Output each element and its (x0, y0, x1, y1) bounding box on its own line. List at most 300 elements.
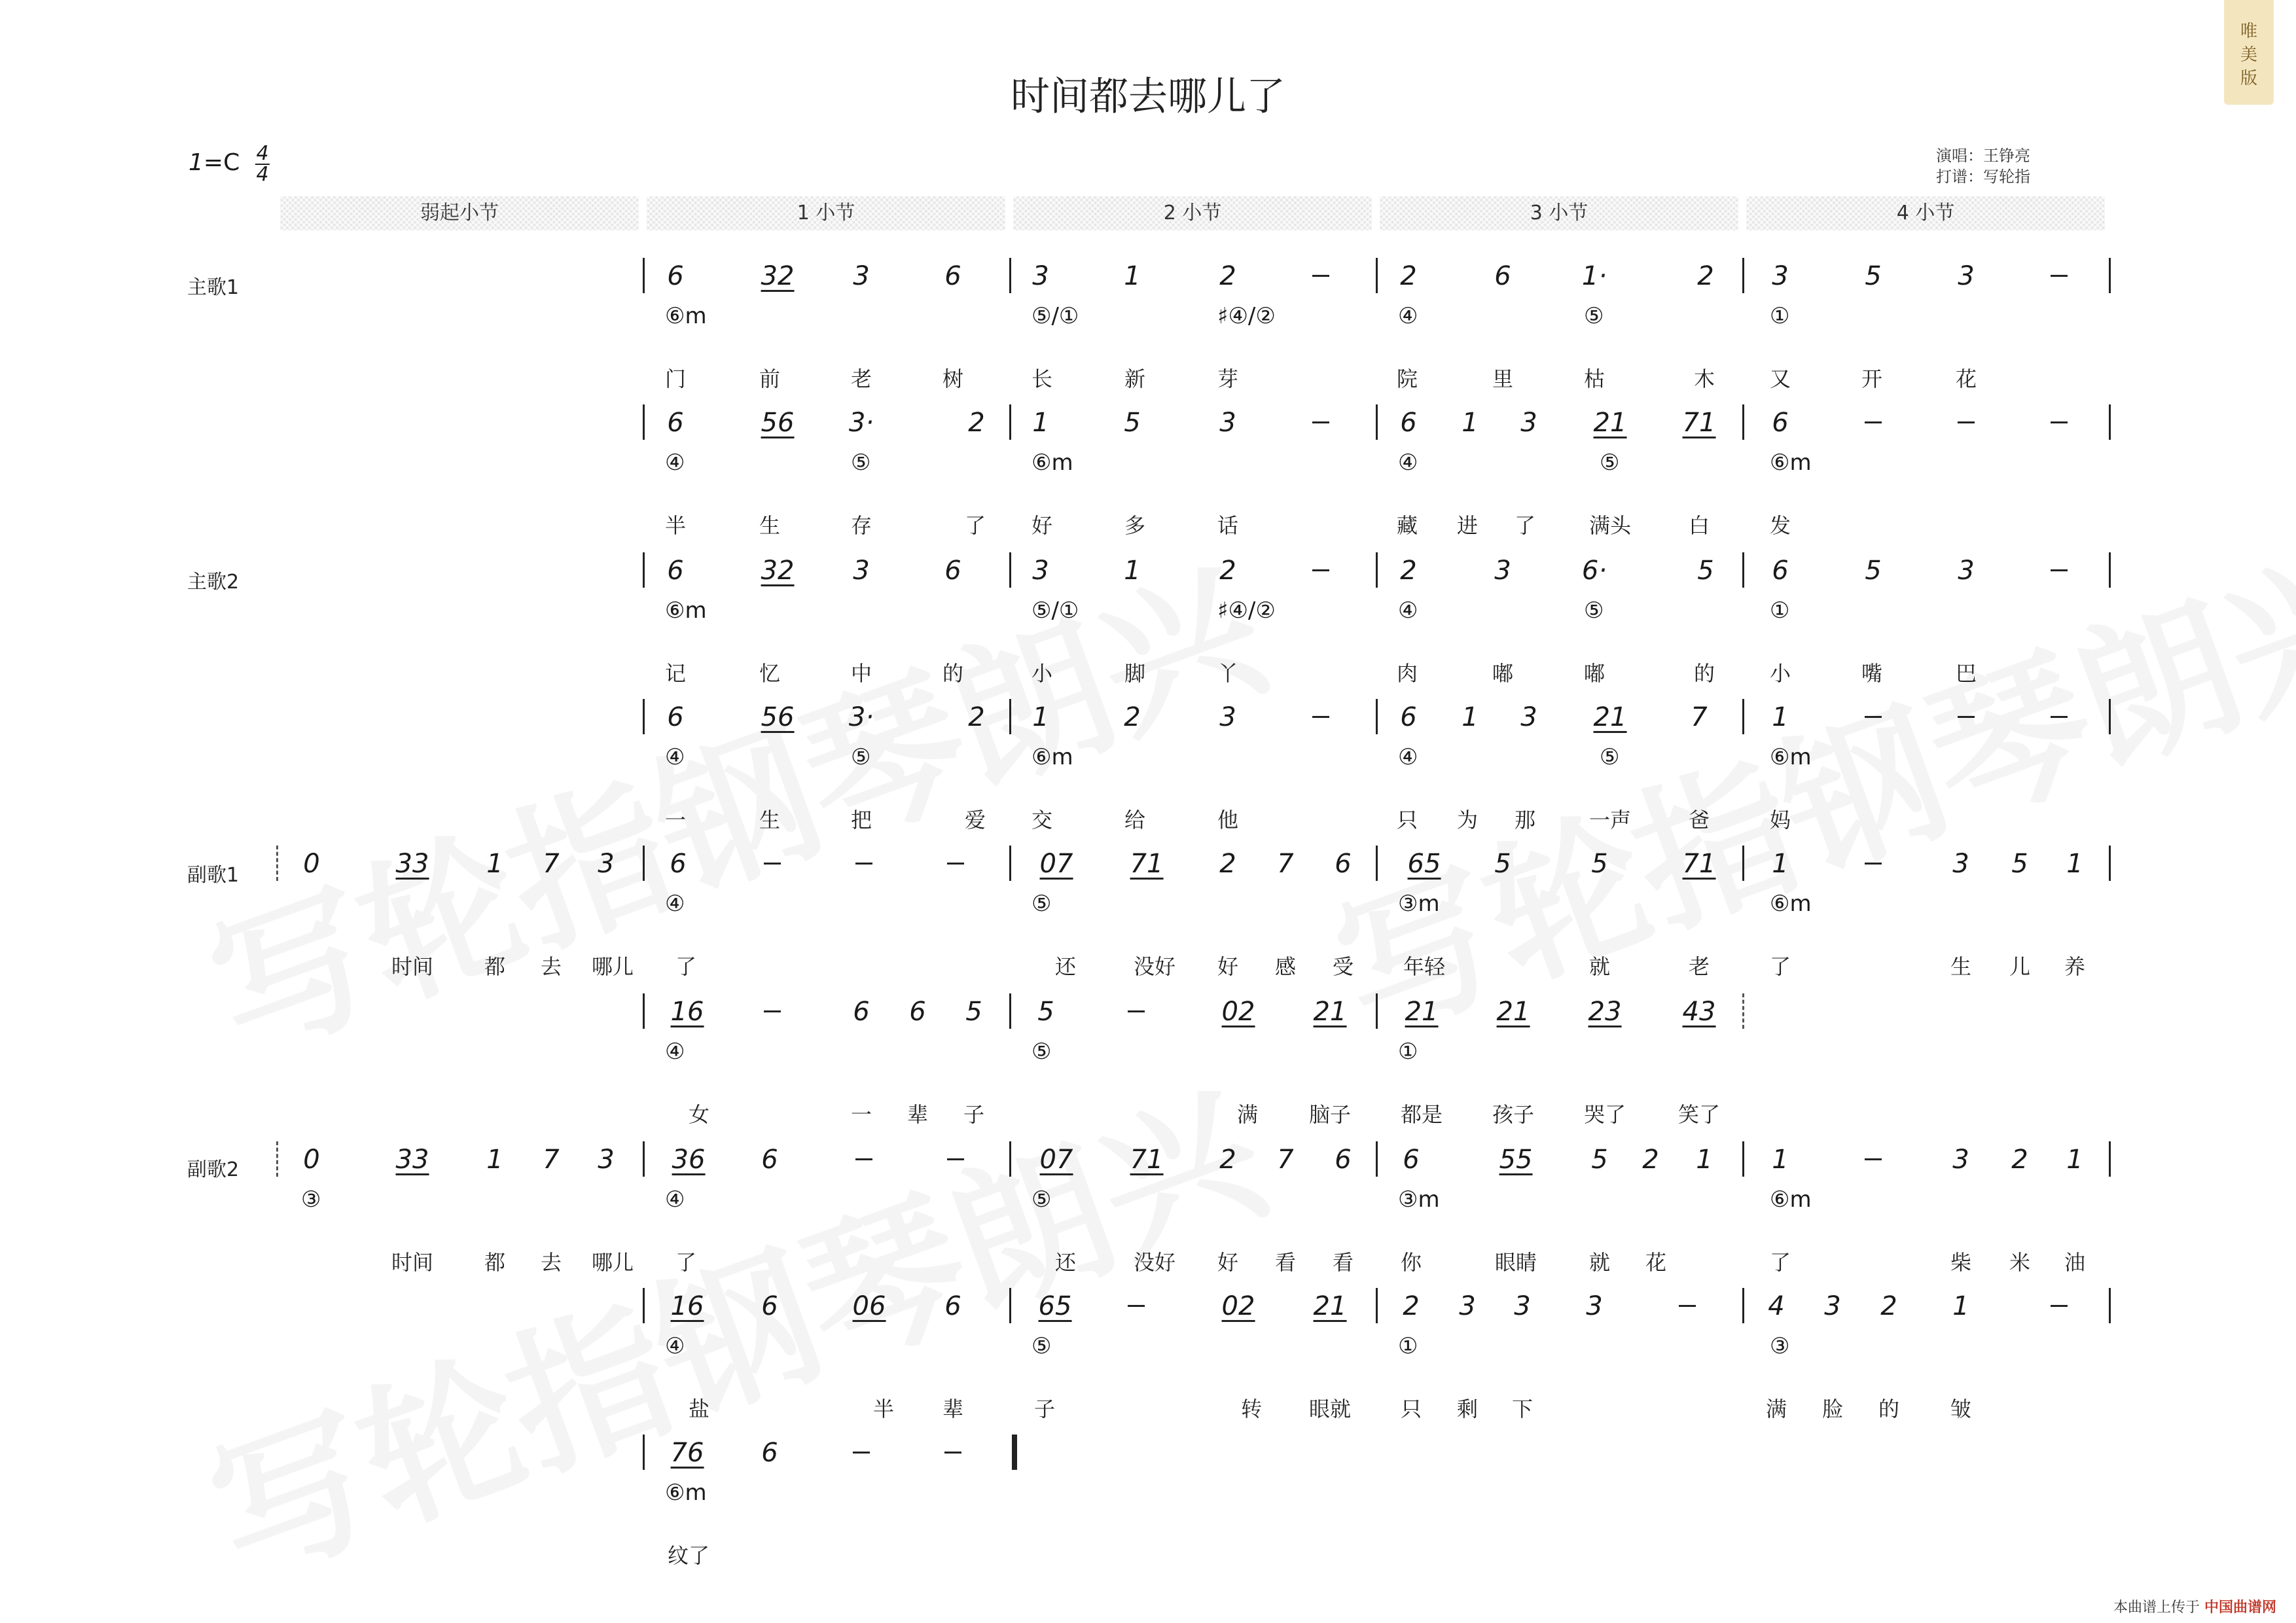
lyric: 了 (1769, 954, 1791, 979)
lyric: 子 (963, 1102, 985, 1127)
lyric: 把 (850, 808, 872, 832)
note: 1 (1772, 702, 1789, 732)
lyric: 满头 (1588, 513, 1632, 538)
note: 21 (1313, 997, 1347, 1027)
note: 3 (1032, 261, 1049, 291)
lyric: 交 (1031, 808, 1053, 832)
note: 5 (1865, 556, 1882, 586)
lyric: 看 (1332, 1250, 1354, 1275)
string-fingering: ⑤ (1584, 597, 1604, 624)
string-fingering: ④ (665, 1039, 685, 1065)
sustain-dash (1128, 1010, 1145, 1012)
lyric: 那 (1514, 808, 1536, 832)
lyric: 了 (675, 1250, 697, 1275)
lyric: 生 (759, 808, 781, 832)
lyric: 没好 (1133, 1250, 1176, 1275)
lyric: 嘴 (1861, 661, 1883, 686)
sustain-dash (2051, 569, 2068, 571)
note: 2 (1219, 1145, 1236, 1175)
note: 3 (1520, 408, 1537, 438)
string-fingering: ⑥m (1770, 744, 1812, 770)
note: 1 (1124, 261, 1141, 291)
measure-label-2: 2 小节 (1013, 196, 1372, 230)
lyric: 发 (1769, 513, 1791, 538)
note: 7 (543, 849, 560, 879)
lyric: 纹了 (667, 1543, 710, 1568)
lyric: 年轻 (1403, 954, 1446, 979)
barline (2109, 404, 2111, 440)
sustain-dash (764, 1010, 781, 1012)
lyric: 嘟 (1492, 661, 1514, 686)
note: 7 (1691, 702, 1708, 732)
note: 02 (1221, 1291, 1255, 1321)
lyric: 满 (1765, 1397, 1787, 1421)
time-signature (255, 144, 270, 185)
note: 5 (2011, 849, 2028, 879)
note: 6 (761, 1145, 778, 1175)
note: 3 (1219, 702, 1236, 732)
note: 3 (1824, 1291, 1841, 1321)
ribbon-char: 版 (2240, 69, 2257, 88)
note: 1 (1032, 702, 1049, 732)
note: 3 (1952, 1145, 1969, 1175)
note: 1 (1772, 849, 1789, 879)
lyric: 脸 (1821, 1397, 1844, 1421)
lyric: 门 (664, 366, 687, 391)
note: 6 (909, 997, 926, 1027)
string-fingering: ④ (1398, 597, 1418, 624)
note: 6 (944, 1291, 961, 1321)
lyric: 转 (1240, 1397, 1263, 1421)
note: 23 (1588, 997, 1622, 1027)
lyric: 哪儿 (591, 1250, 634, 1275)
string-fingering: ⑥m (1031, 744, 1073, 770)
string-fingering: ⑥m (665, 1480, 707, 1506)
note: 21 (1405, 997, 1439, 1027)
barline (1376, 258, 1378, 293)
barline (1742, 1288, 1744, 1323)
note: 5 (1124, 408, 1141, 438)
note: 3 (1459, 1291, 1476, 1321)
lyric: 就 (1588, 954, 1611, 979)
lyric: 就 (1588, 1250, 1611, 1275)
lyric: 满 (1236, 1102, 1259, 1127)
lyric: 时间 (391, 1250, 434, 1275)
barline (1742, 258, 1744, 293)
note: 06 (852, 1291, 886, 1321)
measure-label-4: 4 小节 (1746, 196, 2105, 230)
note: 6 (667, 261, 684, 291)
lyric: 爱 (964, 808, 986, 832)
singer-credit: 演唱：王铮亮 (1936, 147, 2030, 165)
ribbon-char: 唯 (2240, 22, 2257, 41)
sustain-dash (944, 1452, 961, 1454)
barline (1009, 258, 1011, 293)
sustain-dash (2051, 1305, 2068, 1307)
note: 6 (1335, 849, 1352, 879)
string-fingering: ♯④/② (1217, 597, 1276, 624)
note: 07 (1039, 849, 1073, 879)
sustain-dash (1865, 1158, 1882, 1160)
lyric: 辈 (942, 1397, 964, 1421)
lyric: 脑子 (1308, 1102, 1352, 1127)
sustain-dash (764, 863, 781, 865)
barline (1009, 404, 1011, 440)
sustain-dash (855, 1158, 872, 1160)
note: 6 (944, 261, 961, 291)
edition-ribbon (2224, 0, 2274, 105)
sustain-dash (1128, 1305, 1145, 1307)
note: 1 (2066, 1145, 2083, 1175)
barline (643, 1435, 645, 1470)
string-fingering: ⑥m (1770, 1186, 1812, 1213)
barline (2109, 1288, 2111, 1323)
lyric: 还 (1054, 1250, 1077, 1275)
barline (643, 993, 645, 1029)
note: 0 (303, 1145, 320, 1175)
ribbon-char: 美 (2240, 45, 2257, 65)
sustain-dash (1865, 716, 1882, 718)
note: 36 (672, 1145, 706, 1175)
note: 16 (670, 1291, 704, 1321)
pickup-barline (276, 1141, 278, 1177)
lyric: 受 (1332, 954, 1354, 979)
note: 3 (1520, 702, 1537, 732)
lyric: 皱 (1950, 1397, 1972, 1421)
lyric: 了 (964, 513, 986, 538)
barline (1376, 699, 1378, 734)
string-fingering: ⑤ (1031, 1333, 1052, 1359)
lyric: 半 (872, 1397, 895, 1421)
note: 6 (761, 1291, 778, 1321)
barline-dashed (1742, 993, 1744, 1029)
lyric: 半 (664, 513, 687, 538)
note: 33 (395, 849, 429, 879)
barline (2109, 1141, 2111, 1177)
lyric: 长 (1031, 366, 1053, 391)
barline (1376, 846, 1378, 881)
note: 3· (848, 702, 874, 732)
note: 3 (1952, 849, 1969, 879)
note: 43 (1682, 997, 1716, 1027)
key-signature (188, 149, 240, 176)
note: 3 (1494, 556, 1511, 586)
note: 71 (1130, 1145, 1164, 1175)
lyric: 了 (1769, 1250, 1791, 1275)
lyric: 前 (759, 366, 781, 391)
watermark (178, 1029, 1289, 1618)
sustain-dash (1312, 275, 1329, 277)
string-fingering: ③m (1398, 891, 1440, 917)
note: 56 (761, 408, 795, 438)
barline (1742, 846, 1744, 881)
note: 3 (853, 261, 870, 291)
note: 3 (1958, 556, 1975, 586)
note: 6 (1403, 1145, 1420, 1175)
note: 6 (853, 997, 870, 1027)
note: 1 (1952, 1291, 1969, 1321)
note: 3 (853, 556, 870, 586)
string-fingering: ⑤/① (1031, 303, 1079, 329)
sustain-dash (1958, 716, 1975, 718)
note: 6 (1400, 408, 1417, 438)
sustain-dash (1312, 716, 1329, 718)
lyric: 院 (1396, 366, 1418, 391)
note: 2 (1219, 849, 1236, 879)
note: 5 (1591, 849, 1608, 879)
note: 76 (670, 1438, 704, 1468)
string-fingering: ① (1770, 597, 1790, 624)
lyric: 好 (1217, 1250, 1239, 1275)
note: 3· (848, 408, 874, 438)
note: 33 (395, 1145, 429, 1175)
lyric: 生 (759, 513, 781, 538)
note: 6 (667, 702, 684, 732)
note: 1 (1696, 1145, 1713, 1175)
sustain-dash (855, 863, 872, 865)
string-fingering: ⑥m (1770, 891, 1812, 917)
note: 6 (667, 408, 684, 438)
measure-label-3: 3 小节 (1380, 196, 1738, 230)
string-fingering: ⑤ (1600, 744, 1620, 770)
note: 1 (1032, 408, 1049, 438)
final-barline (1012, 1435, 1017, 1470)
note: 3 (1219, 408, 1236, 438)
note: 07 (1039, 1145, 1073, 1175)
watermark (178, 506, 1289, 1094)
note: 3 (598, 849, 615, 879)
lyric: 时间 (391, 954, 434, 979)
note: 3 (598, 1145, 615, 1175)
barline (643, 404, 645, 440)
lyric: 还 (1054, 954, 1077, 979)
sustain-dash (1958, 421, 1975, 423)
score-title: 时间都去哪儿了 (1011, 74, 1285, 120)
lyric: 记 (664, 661, 687, 686)
lyric: 小 (1769, 661, 1791, 686)
lyric: 一 (850, 1102, 872, 1127)
lyric: 女 (688, 1102, 710, 1127)
barline (1742, 699, 1744, 734)
lyric: 给 (1124, 808, 1146, 832)
note: 7 (543, 1145, 560, 1175)
note: 6 (761, 1438, 778, 1468)
string-fingering: ⑤ (1584, 303, 1604, 329)
lyric: 感 (1274, 954, 1297, 979)
lyric: 开 (1861, 366, 1883, 391)
sustain-dash (1865, 421, 1882, 423)
note: 71 (1682, 849, 1716, 879)
lyric: 又 (1769, 366, 1791, 391)
note: 32 (761, 556, 795, 586)
note: 2 (1219, 556, 1236, 586)
measure-label-1: 1 小节 (647, 196, 1005, 230)
string-fingering: ⑤ (1600, 450, 1620, 476)
note: 5 (1591, 1145, 1608, 1175)
barline (1009, 1288, 1011, 1323)
barline (2109, 552, 2111, 588)
note: 0 (303, 849, 320, 879)
note: 3 (1514, 1291, 1531, 1321)
note: 5 (965, 997, 982, 1027)
barline (643, 1141, 645, 1177)
note: 2 (1880, 1291, 1897, 1321)
note: 5 (1865, 261, 1882, 291)
lyric: 老 (1688, 954, 1710, 979)
lyric: 的 (1693, 661, 1715, 686)
lyric: 下 (1511, 1397, 1534, 1421)
sustain-dash (1865, 863, 1882, 865)
note: 21 (1496, 997, 1530, 1027)
pickup-barline (276, 846, 278, 881)
string-fingering: ⑤ (1031, 1186, 1052, 1213)
lyric: 只 (1396, 808, 1418, 832)
watermark (1304, 486, 2296, 1075)
string-fingering: ⑤ (1031, 891, 1052, 917)
lyric: 米 (2009, 1250, 2031, 1275)
lyric: 油 (2064, 1250, 2086, 1275)
string-fingering: ⑥m (665, 303, 707, 329)
lyric: 巴 (1955, 661, 1977, 686)
note: 1 (2066, 849, 2083, 879)
string-fingering: ④ (1398, 744, 1418, 770)
note: 1 (486, 1145, 503, 1175)
note: 1 (1124, 556, 1141, 586)
note: 21 (1593, 408, 1627, 438)
footer-prefix: 本曲谱上传于 (2113, 1599, 2200, 1616)
section-label: 副歌1 (187, 864, 240, 887)
lyric: 哪儿 (591, 954, 634, 979)
string-fingering: ① (1398, 1333, 1418, 1359)
barline (1376, 1141, 1378, 1177)
lyric: 话 (1217, 513, 1239, 538)
barline (2109, 258, 2111, 293)
string-fingering: ① (1398, 1039, 1418, 1065)
note: 6 (1400, 702, 1417, 732)
lyric: 盐 (688, 1397, 710, 1421)
lyric: 去 (540, 954, 562, 979)
string-fingering: ♯④/② (1217, 303, 1276, 329)
key-tonic: 1 (188, 149, 204, 176)
note: 4 (1768, 1291, 1785, 1321)
lyric: 老 (850, 366, 872, 391)
lyric: 芽 (1217, 366, 1239, 391)
lyric: 新 (1124, 366, 1146, 391)
lyric: 子 (1033, 1397, 1056, 1421)
section-label: 主歌1 (187, 276, 240, 299)
lyric: 养 (2064, 954, 2086, 979)
lyric: 白 (1688, 513, 1710, 538)
note: 6 (1772, 556, 1789, 586)
lyric: 生 (1950, 954, 1972, 979)
note: 02 (1221, 997, 1255, 1027)
barline (1009, 993, 1011, 1029)
string-fingering: ④ (665, 1186, 685, 1213)
note: 1 (486, 849, 503, 879)
string-fingering: ④ (1398, 303, 1418, 329)
lyric: 忆 (759, 661, 781, 686)
lyric: 笑了 (1677, 1102, 1721, 1127)
note: 2 (968, 702, 985, 732)
barline (643, 1288, 645, 1323)
lyric: 都 (484, 1250, 506, 1275)
note: 2 (1642, 1145, 1659, 1175)
sustain-dash (1679, 1305, 1696, 1307)
note: 16 (670, 997, 704, 1027)
lyric: 眼就 (1308, 1397, 1352, 1421)
note: 2 (1697, 261, 1714, 291)
lyric: 小 (1031, 661, 1053, 686)
sustain-dash (947, 863, 964, 865)
lyric: 只 (1400, 1397, 1422, 1421)
measure-label-pickup: 弱起小节 (280, 196, 639, 230)
string-fingering: ⑤ (1031, 1039, 1052, 1065)
sustain-dash (1312, 421, 1329, 423)
note: 2 (1219, 261, 1236, 291)
string-fingering: ④ (665, 450, 685, 476)
barline (1742, 552, 1744, 588)
sustain-dash (2051, 275, 2068, 277)
barline (1742, 1141, 1744, 1177)
lyric: 嘟 (1583, 661, 1605, 686)
lyric: 里 (1492, 366, 1514, 391)
note: 65 (1407, 849, 1441, 879)
note: 32 (761, 261, 795, 291)
note: 1 (1462, 408, 1479, 438)
string-fingering: ③m (1398, 1186, 1440, 1213)
barline (643, 699, 645, 734)
note: 1 (1462, 702, 1479, 732)
barline (1376, 1288, 1378, 1323)
lyric: 存 (850, 513, 872, 538)
lyric: 树 (942, 366, 964, 391)
note: 2 (968, 408, 985, 438)
lyric: 进 (1456, 513, 1479, 538)
note: 6 (944, 556, 961, 586)
lyric: 剩 (1456, 1397, 1479, 1421)
string-fingering: ① (1770, 303, 1790, 329)
note: 3 (1958, 261, 1975, 291)
barline (1009, 699, 1011, 734)
time-signature-bottom: 4 (256, 163, 269, 186)
string-fingering: ④ (665, 1333, 685, 1359)
lyric: 眼睛 (1494, 1250, 1537, 1275)
note: 2 (1400, 556, 1417, 586)
barline (1376, 552, 1378, 588)
lyric: 去 (540, 1250, 562, 1275)
lyric: 哭了 (1583, 1102, 1626, 1127)
lyric: 丫 (1217, 661, 1239, 686)
note: 6 (1494, 261, 1511, 291)
sustain-dash (2051, 716, 2068, 718)
note: 3 (1586, 1291, 1603, 1321)
lyric: 脚 (1124, 661, 1146, 686)
lyric: 花 (1645, 1250, 1667, 1275)
string-fingering: ⑤/① (1031, 597, 1079, 624)
lyric: 柴 (1950, 1250, 1972, 1275)
lyric: 了 (675, 954, 697, 979)
lyric: 儿 (2009, 954, 2031, 979)
lyric: 妈 (1769, 808, 1791, 832)
string-fingering: ⑥m (1031, 450, 1073, 476)
lyric: 木 (1693, 366, 1715, 391)
lyric: 他 (1217, 808, 1239, 832)
lyric: 多 (1124, 513, 1146, 538)
lyric: 爸 (1688, 808, 1710, 832)
note: 6 (667, 556, 684, 586)
note: 6 (670, 849, 687, 879)
sustain-dash (947, 1158, 964, 1160)
